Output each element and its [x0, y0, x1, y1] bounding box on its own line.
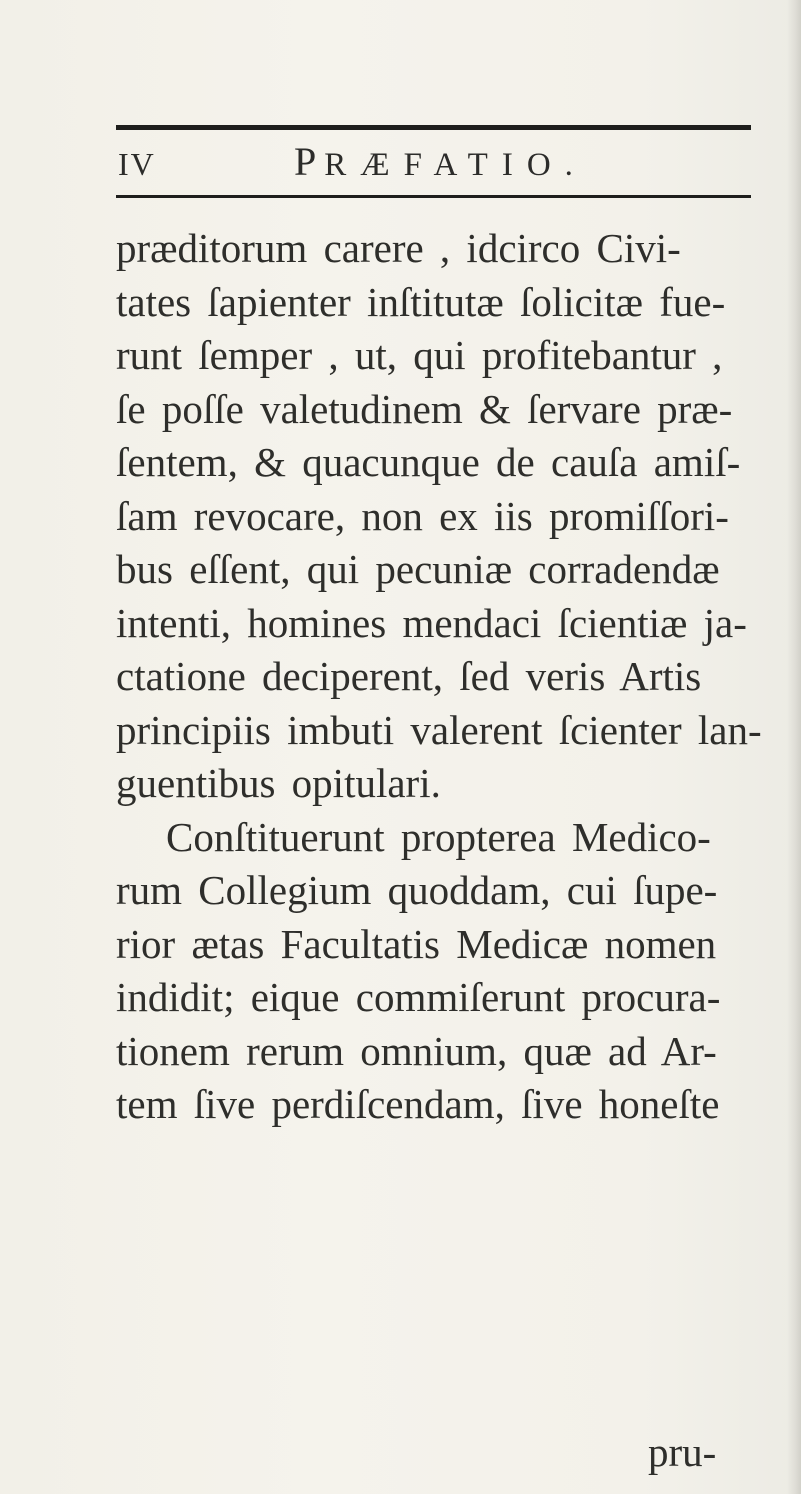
- text-line: ſentem, & quacunque de cauſa amiſ-: [116, 439, 741, 485]
- text-line: præditorum carere , idcirco Civi-: [116, 225, 681, 271]
- text-line: tates ſapienter inſtitutæ ſolicitæ fue-: [116, 278, 726, 325]
- catchword: pru-: [648, 1429, 717, 1475]
- running-title-rest: RÆFATIO.: [324, 147, 587, 183]
- text-line: intenti, homines mendaci ſcientiæ ja-: [116, 599, 747, 646]
- text-line: guentibus opitulari.: [116, 760, 441, 806]
- text-line: tem ſive perdiſcendam, ſive honeſte: [116, 1081, 720, 1127]
- text-line: bus eſſent, qui pecuniæ corradendæ: [116, 546, 720, 592]
- text-line: ctatione deciperent, ſed veris Artis: [116, 653, 702, 699]
- body-text: [116, 222, 776, 1132]
- header-rule-bottom: [116, 195, 751, 198]
- text-line: rior ætas Facultatis Medicæ nomen: [116, 920, 717, 967]
- text-line: indidit; eique commiſerunt procura-: [116, 974, 721, 1020]
- paragraph-start-line: Conſtituerunt propterea Medico-: [166, 813, 711, 860]
- page-edge-shadow: [787, 0, 801, 1494]
- page-header: [116, 138, 751, 190]
- running-title: [294, 138, 587, 185]
- page-number: IV: [118, 146, 156, 182]
- text-line: runt ſemper , ut, qui profitebantur ,: [116, 332, 723, 378]
- text-line: ſam revocare, non ex iis promiſſori-: [116, 492, 729, 539]
- text-line: ſe poſſe valetudinem & ſervare præ-: [116, 385, 733, 432]
- text-line: rum Collegium quoddam, cui ſupe-: [116, 867, 718, 913]
- text-line: tionem rerum omnium, quæ ad Ar-: [116, 1027, 717, 1074]
- header-rule-top: [116, 125, 751, 130]
- text-line: principiis imbuti valerent ſcienter lan-: [116, 706, 762, 753]
- running-title-initial: P: [294, 139, 325, 184]
